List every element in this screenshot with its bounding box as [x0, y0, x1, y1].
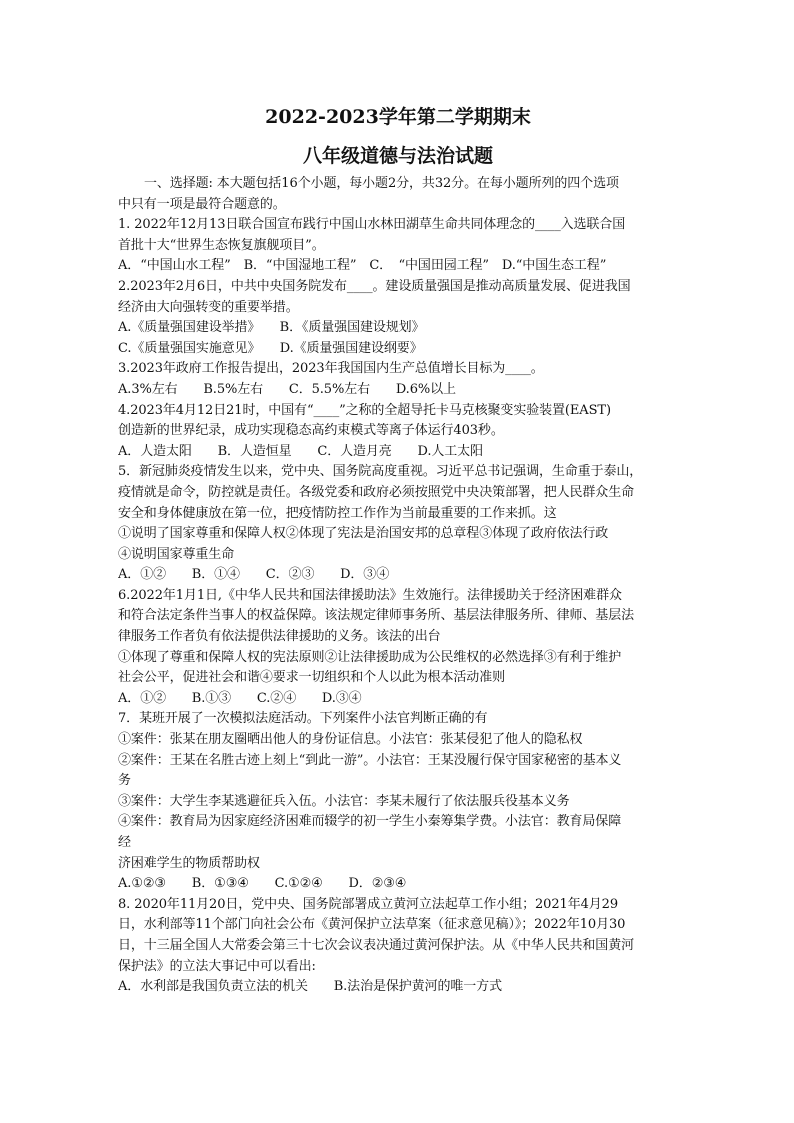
- text-line: 安全和身体健康放在第一位，把疫情防控工作作为当前最重要的工作来抓。这: [118, 505, 557, 521]
- text-line: 1. 2022年12月13日联合国宣布践行中国山水林田湖草生命共同体理念的____入选联合国: [118, 217, 626, 233]
- text-line: 6.2022年1月1日,《中华人民共和国法律援助法》生效施行。法律援助关于经济困难群众: [118, 587, 622, 603]
- text-line: 社会公平，促进社会和谐④要求一切组织和个人以此为根本活动准则: [118, 670, 506, 686]
- exam-subtitle: 八年级道德与法治试题: [302, 145, 493, 167]
- text-line: 和符合法定条件当事人的权益保障。该法规定律师事务所、基层法律服务所、律师、基层法: [118, 608, 635, 624]
- text-line: A．水利部是我国负责立法的机关 B.法治是保护黄河的唯一方式: [118, 979, 502, 995]
- text-line: 疫情就是命令，防控就是责任。各级党委和政府必须按照党中央决策部署，把人民群众生命: [118, 484, 635, 500]
- text-line: A.①②③ B．①③④ C.①②④ D．②③④: [118, 876, 407, 892]
- text-line: A.3%左右 B.5%左右 C．5.5%左右 D.6%以上: [118, 381, 456, 397]
- text-line: 3.2023年政府工作报告提出，2023年我国国内生产总值增长目标为____。: [118, 361, 544, 377]
- text-line: 日，十三届全国人大常委会第三十七次会议表决通过黄河保护法。从《中华人民共和国黄河: [118, 937, 635, 953]
- text-line: ③案件：大学生李某逃避征兵入伍。小法官：李某未履行了依法服兵役基本义务: [118, 793, 570, 809]
- text-line: A．“中国山水工程” B．“中国湿地工程” C． “中国田园工程” D.“中国生态工程”: [118, 258, 607, 274]
- exam-title: 2022-2023学年第二学期期末: [265, 106, 531, 128]
- text-line: ④案件：教育局为因家庭经济困难而辍学的初一学生小秦筹集学费。小法官：教育局保障: [118, 814, 622, 830]
- exam-page: [118, 104, 678, 998]
- text-line: 一、选择题: 本大题包括16个小题，每小题2分，共32分。在每小题所列的四个选项: [144, 176, 619, 191]
- text-line: 经: [118, 835, 131, 850]
- text-line: 7．某班开展了一次模拟法庭活动。下列案件小法官判断正确的有: [118, 711, 488, 727]
- text-line: ①体现了尊重和保障人权的宪法原则②让法律援助成为公民维权的必然选择③有利于维护: [118, 649, 622, 665]
- text-line: 5．新冠肺炎疫情发生以来，党中央、国务院高度重视。习近平总书记强调，生命重于泰山，: [118, 464, 643, 480]
- exam-body: [118, 174, 678, 998]
- text-line: 8. 2020年11月20日，党中央、国务院部署成立黄河立法起草工作小组；2021年4月29: [118, 896, 619, 912]
- text-line: A．人造太阳 B．人造恒星 C．人造月亮 D.人工太阳: [118, 443, 483, 459]
- text-line: ①说明了国家尊重和保障人权②体现了宪法是治国安邦的总章程③体现了政府依法行政: [118, 526, 609, 542]
- text-line: 日，水利部等11个部门向社会公布《黄河保护立法草案（征求意见稿）》；2022年10月30: [118, 917, 626, 933]
- text-line: ④说明国家尊重生命: [118, 546, 235, 562]
- text-line: A.《质量强国建设举措》 B．《质量强国建设规划》: [118, 320, 425, 336]
- text-line: 创造新的世界纪录，成功实现稳态高约束模式等离子体运行403秒。: [118, 423, 504, 439]
- text-line: ①案件：张某在朋友圈晒出他人的身份证信息。小法官：张某侵犯了他人的隐私权: [118, 732, 583, 748]
- text-line: 保护法》的立法大事记中可以看出:: [118, 958, 316, 974]
- text-line: 律服务工作者负有依法提供法律援助的义务。该法的出台: [118, 629, 441, 645]
- text-line: A．①② B.①③ C.②④ D.③④: [118, 690, 362, 706]
- text-line: 济困难学生的物质帮助权: [118, 855, 260, 871]
- text-line: 4.2023年4月12日21时，中国有“____”之称的全超导托卡马克核聚变实验装置(EAST): [118, 402, 611, 418]
- text-line: 经济由大向强转变的重要举措。: [118, 299, 299, 315]
- text-line: 务: [118, 773, 131, 789]
- text-line: 首批十大“世界生态恢复旗舰项目”。: [118, 237, 325, 253]
- text-line: C.《质量强国实施意见》 D.《质量强国建设纲要》: [118, 340, 423, 356]
- text-line: A．①② B．①④ C．②③ D．③④: [118, 567, 390, 583]
- text-line: 2.2023年2月6日，中共中央国务院发布____。建设质量强国是推动高质量发展、促进我国: [118, 278, 631, 294]
- text-line: ②案件：王某在名胜古迹上刻上“到此一游”。小法官：王某没履行保守国家秘密的基本义: [118, 752, 622, 768]
- text-line: 中只有一项是最符合题意的。: [118, 196, 286, 212]
